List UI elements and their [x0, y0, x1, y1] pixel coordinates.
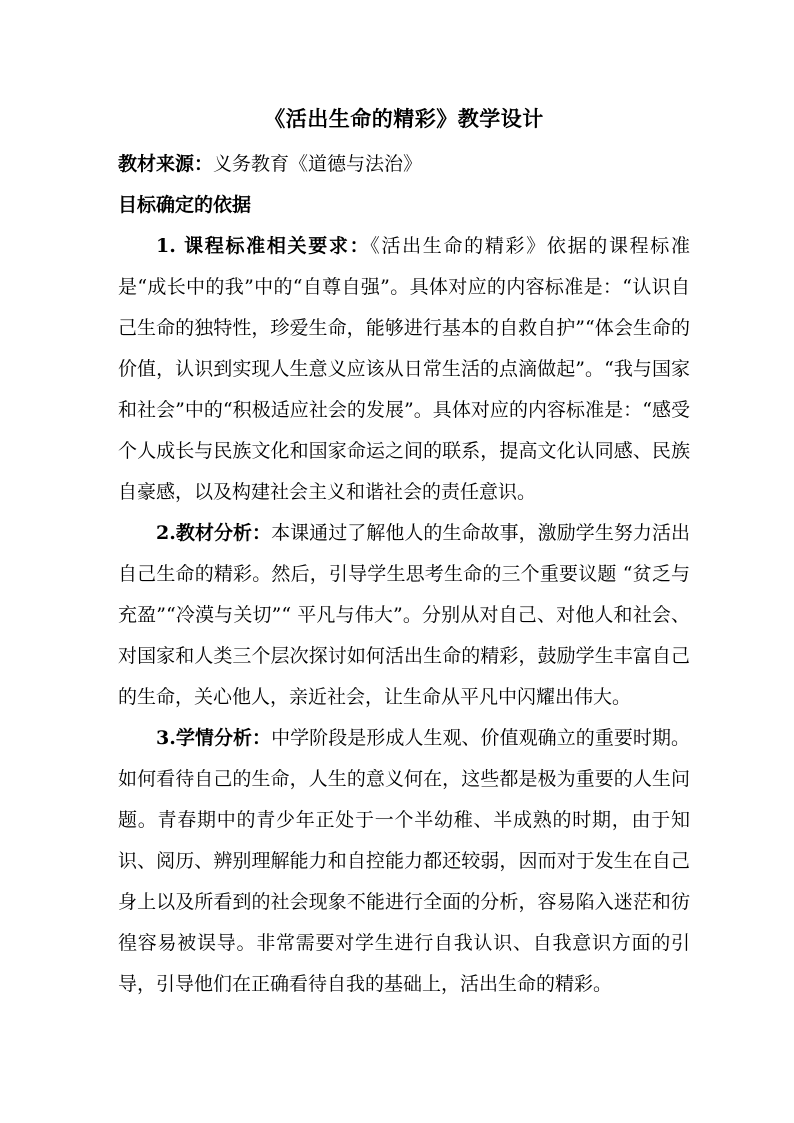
document-title: 《活出生命的精彩》教学设计: [264, 106, 544, 131]
paragraph-text: 中学阶段是形成人生观、价值观确立的重要时期。如何看待自己的生命，人生的意义何在，这些都是极为重要的人生问题。青春期中的青少年正处于一个半幼稚、半成熟的时期，由于知识、阅历、辨别理解能力和自控能力都还较弱，因而对于发生在自己身上以及所看到的社会现象不能进行全面的分析，容易陷入迷茫和彷徨容易被误导。非常需要对学生进行自我认识、自我意识方面的引导，引导他们在正确看待自我的基础上，活出生命的精彩。: [118, 727, 690, 995]
paragraph-label: 3.学情分析：: [156, 727, 272, 749]
paragraph-student-analysis: [118, 718, 690, 1005]
paragraph-curriculum: [118, 226, 690, 513]
source-value: 义务教育《道德与法治》: [213, 153, 423, 175]
source-line: [118, 144, 690, 185]
paragraph-textbook-analysis: [118, 513, 690, 718]
paragraph-label: 1. 课程标准相关要求：: [156, 235, 371, 257]
section-heading: 目标确定的依据: [118, 194, 252, 216]
source-label: 教材来源：: [118, 153, 214, 175]
paragraph-text: 本课通过了解他人的生命故事，激励学生努力活出自己生命的精彩。然后，引导学生思考生命的三个重要议题 “贫乏与充盈”“冷漠与关切”“ 平凡与伟大”。分别从对自己、对他人和社会、对国家和人类三个层次探讨如何活出生命的精彩，鼓励学生丰富自己的生命，关心他人，亲近社会，让生命从平凡中闪耀出伟大。: [118, 522, 690, 708]
paragraph-text: 《活出生命的精彩》依据的课程标准是“成长中的我”中的“自尊自强”。具体对应的内容标准是：“认识自己生命的独特性，珍爱生命，能够进行基本的自救自护”“体会生命的价值，认识到实现人生意义应该从日常生活的点滴做起”。“我与国家和社会”中的“积极适应社会的发展”。具体对应的内容标准是：“感受个人成长与民族文化和国家命运之间的联系，提高文化认同感、民族自豪感，以及构建社会主义和谐社会的责任意识。: [118, 235, 690, 503]
paragraph-label: 2.教材分析：: [156, 522, 272, 544]
